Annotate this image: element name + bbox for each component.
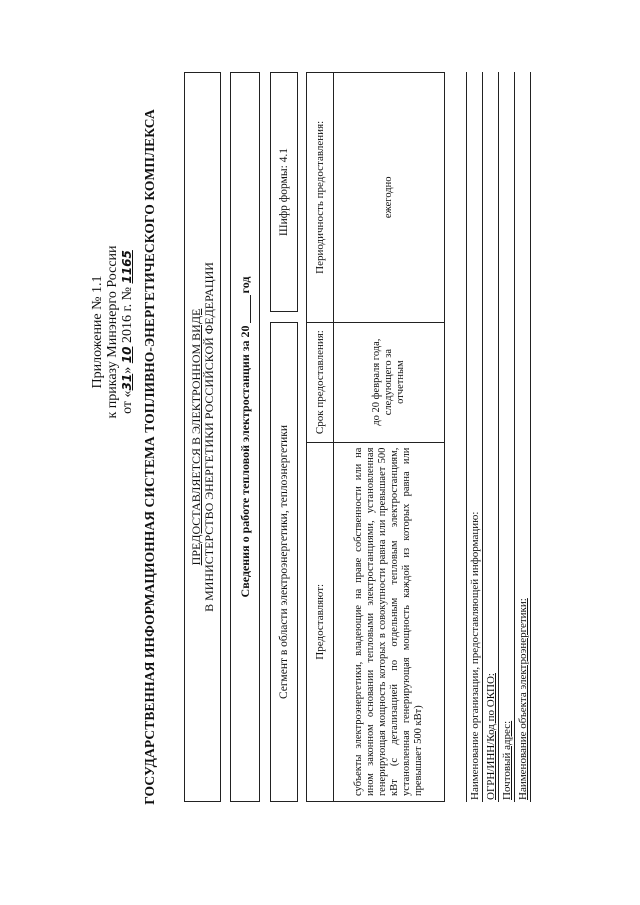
report-title-suffix: год — [237, 276, 252, 294]
appendix-header — [90, 132, 135, 532]
order-month: 10 — [120, 346, 134, 364]
appendix-line-1: Приложение № 1.1 — [90, 275, 105, 389]
header-who: Предоставляют: — [307, 442, 334, 801]
appendix-line-3: от «31» 10 2016 г. № 1165 — [120, 250, 135, 414]
table-header-row — [307, 73, 334, 802]
report-title: Сведения о работе тепловой электростанции за 20 — [237, 325, 252, 598]
appendix-line-2: к приказу Минэнерго России — [105, 245, 120, 419]
field-ogrn: ОГРН/ИНН/Код по ОКПО: — [483, 72, 499, 802]
requirements-table — [306, 72, 445, 802]
year-blank — [240, 295, 251, 323]
cell-period: ежегодно — [334, 73, 445, 323]
segment-box: Сегмент в области электроэнергетики, теплоэнергетики — [270, 322, 298, 802]
organization-fields — [466, 72, 531, 802]
table-row — [334, 73, 445, 802]
cell-who: субъекты электроэнергетики, владеющие на праве собственности или на ином законном основании тепловыми электростанциями, установленная генерирующая мощность которых в совокупности равна или превышает 500 кВт (с детализацией по отдельным тепловым электростанциям, установленная генерирующая мощность каждой из которых равна или превышает 500 кВт) — [334, 442, 445, 801]
order-year: 2016 — [120, 315, 135, 344]
header-period: Периодичность предоставления: — [307, 73, 334, 323]
submission-box — [184, 72, 221, 802]
field-org-name: Наименование организации, предоставляющей информацию: — [467, 72, 483, 802]
rotated-document — [80, 52, 560, 862]
report-title-box — [230, 72, 260, 802]
submission-line-1: ПРЕДОСТАВЛЯЕТСЯ В ЭЛЕКТРОННОМ ВИДЕ — [188, 308, 203, 566]
header-deadline: Срок предоставления: — [307, 322, 334, 442]
order-number: 1165 — [120, 250, 134, 284]
field-object-name: Наименование объекта электроэнергетики: — [515, 72, 531, 802]
cell-deadline: до 20 февраля года, следующего за отчетным — [334, 322, 445, 442]
submission-line-2: В МИНИСТЕРСТВО ЭНЕРГЕТИКИ РОССИЙСКОЙ ФЕДЕРАЦИИ — [201, 262, 216, 612]
segment-row — [270, 72, 298, 802]
form-code-box: Шифр формы: 4.1 — [270, 72, 298, 312]
field-address: Почтовый адрес: — [499, 72, 515, 802]
document-title: ГОСУДАРСТВЕННАЯ ИНФОРМАЦИОННАЯ СИСТЕМА ТОПЛИВНО-ЭНЕРГЕТИЧЕСКОГО КОМПЛЕКСА — [142, 109, 157, 805]
order-day: 31 — [120, 373, 134, 391]
